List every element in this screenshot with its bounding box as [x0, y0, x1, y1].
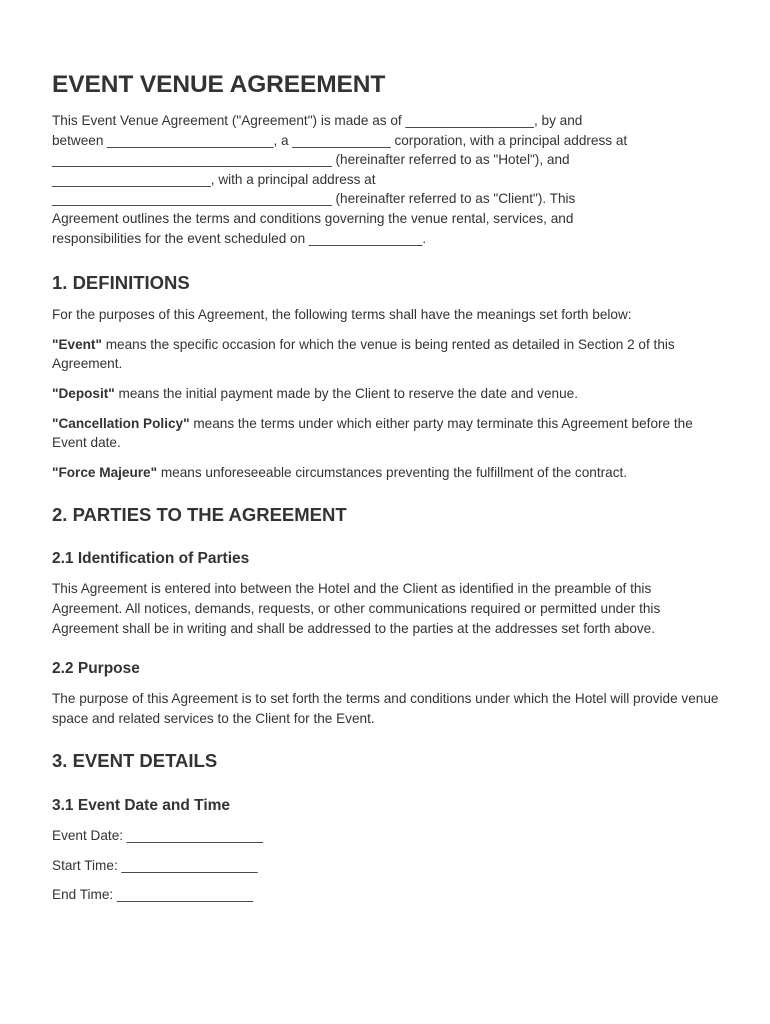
definition-text: means unforeseeable circumstances preventing the fulfillment of the contract.	[157, 464, 628, 480]
intro-line: _____________________________________ (hereinafter referred to as "Hotel"), and	[52, 152, 570, 168]
document-title: EVENT VENUE AGREEMENT	[52, 71, 386, 98]
definition-text: means the terms under which either party may terminate this Agreement before the Event date.	[52, 415, 693, 451]
definition-text: means the initial payment made by the Client to reserve the date and venue.	[114, 385, 578, 401]
intro-line: between ______________________, a _____________ corporation, with a principal address at	[52, 132, 628, 148]
purpose-paragraph: The purpose of this Agreement is to set forth the terms and conditions under which the Hotel will provide venue space and related services to the Client for the Event.	[52, 691, 719, 726]
event-date-field: Event Date: __________________	[52, 828, 263, 844]
intro-line: _____________________________________ (hereinafter referred to as "Client"). This	[52, 191, 576, 207]
subsection-heading-purpose: 2.2 Purpose	[52, 660, 140, 678]
subsection-heading-date-time: 3.1 Event Date and Time	[52, 797, 231, 815]
section-heading-parties: 2. PARTIES TO THE AGREEMENT	[52, 504, 347, 526]
intro-line: This Event Venue Agreement ("Agreement") is made as of _________________, by and	[52, 113, 583, 128]
definition-term: "Deposit"	[52, 385, 115, 401]
identification-paragraph: This Agreement is entered into between the Hotel and the Client as identified in the preamble of this Agreement. All notices, demands, requests, or other communications required or permitted under this Agreement shall be in writing and shall be addressed to the parties at the addresses set forth above.	[52, 581, 661, 636]
definition-deposit	[52, 384, 722, 404]
definition-term: "Force Majeure"	[52, 464, 158, 480]
end-time-field: End Time: __________________	[52, 887, 254, 903]
section-heading-definitions: 1. DEFINITIONS	[52, 272, 190, 294]
definition-term: "Event"	[52, 336, 102, 352]
intro-line: _____________________, with a principal address at	[52, 171, 376, 187]
definition-force-majeure	[52, 463, 722, 483]
intro-line: Agreement outlines the terms and conditions governing the venue rental, services, and	[52, 210, 574, 226]
definition-term: "Cancellation Policy"	[52, 415, 190, 431]
start-time-field: Start Time: __________________	[52, 857, 258, 873]
intro-paragraph	[52, 111, 722, 248]
definitions-lead: For the purposes of this Agreement, the following terms shall have the meanings set forth below:	[52, 307, 632, 323]
definition-text: means the specific occasion for which the venue is being rented as detailed in Section 2 of this Agreement.	[52, 336, 675, 372]
definition-cancellation-policy	[52, 414, 722, 453]
document-page	[52, 70, 722, 905]
subsection-heading-identification: 2.1 Identification of Parties	[52, 550, 250, 568]
section-heading-event-details: 3. EVENT DETAILS	[52, 750, 218, 772]
intro-line: responsibilities for the event scheduled on _______________.	[52, 230, 427, 246]
definition-event	[52, 335, 722, 374]
